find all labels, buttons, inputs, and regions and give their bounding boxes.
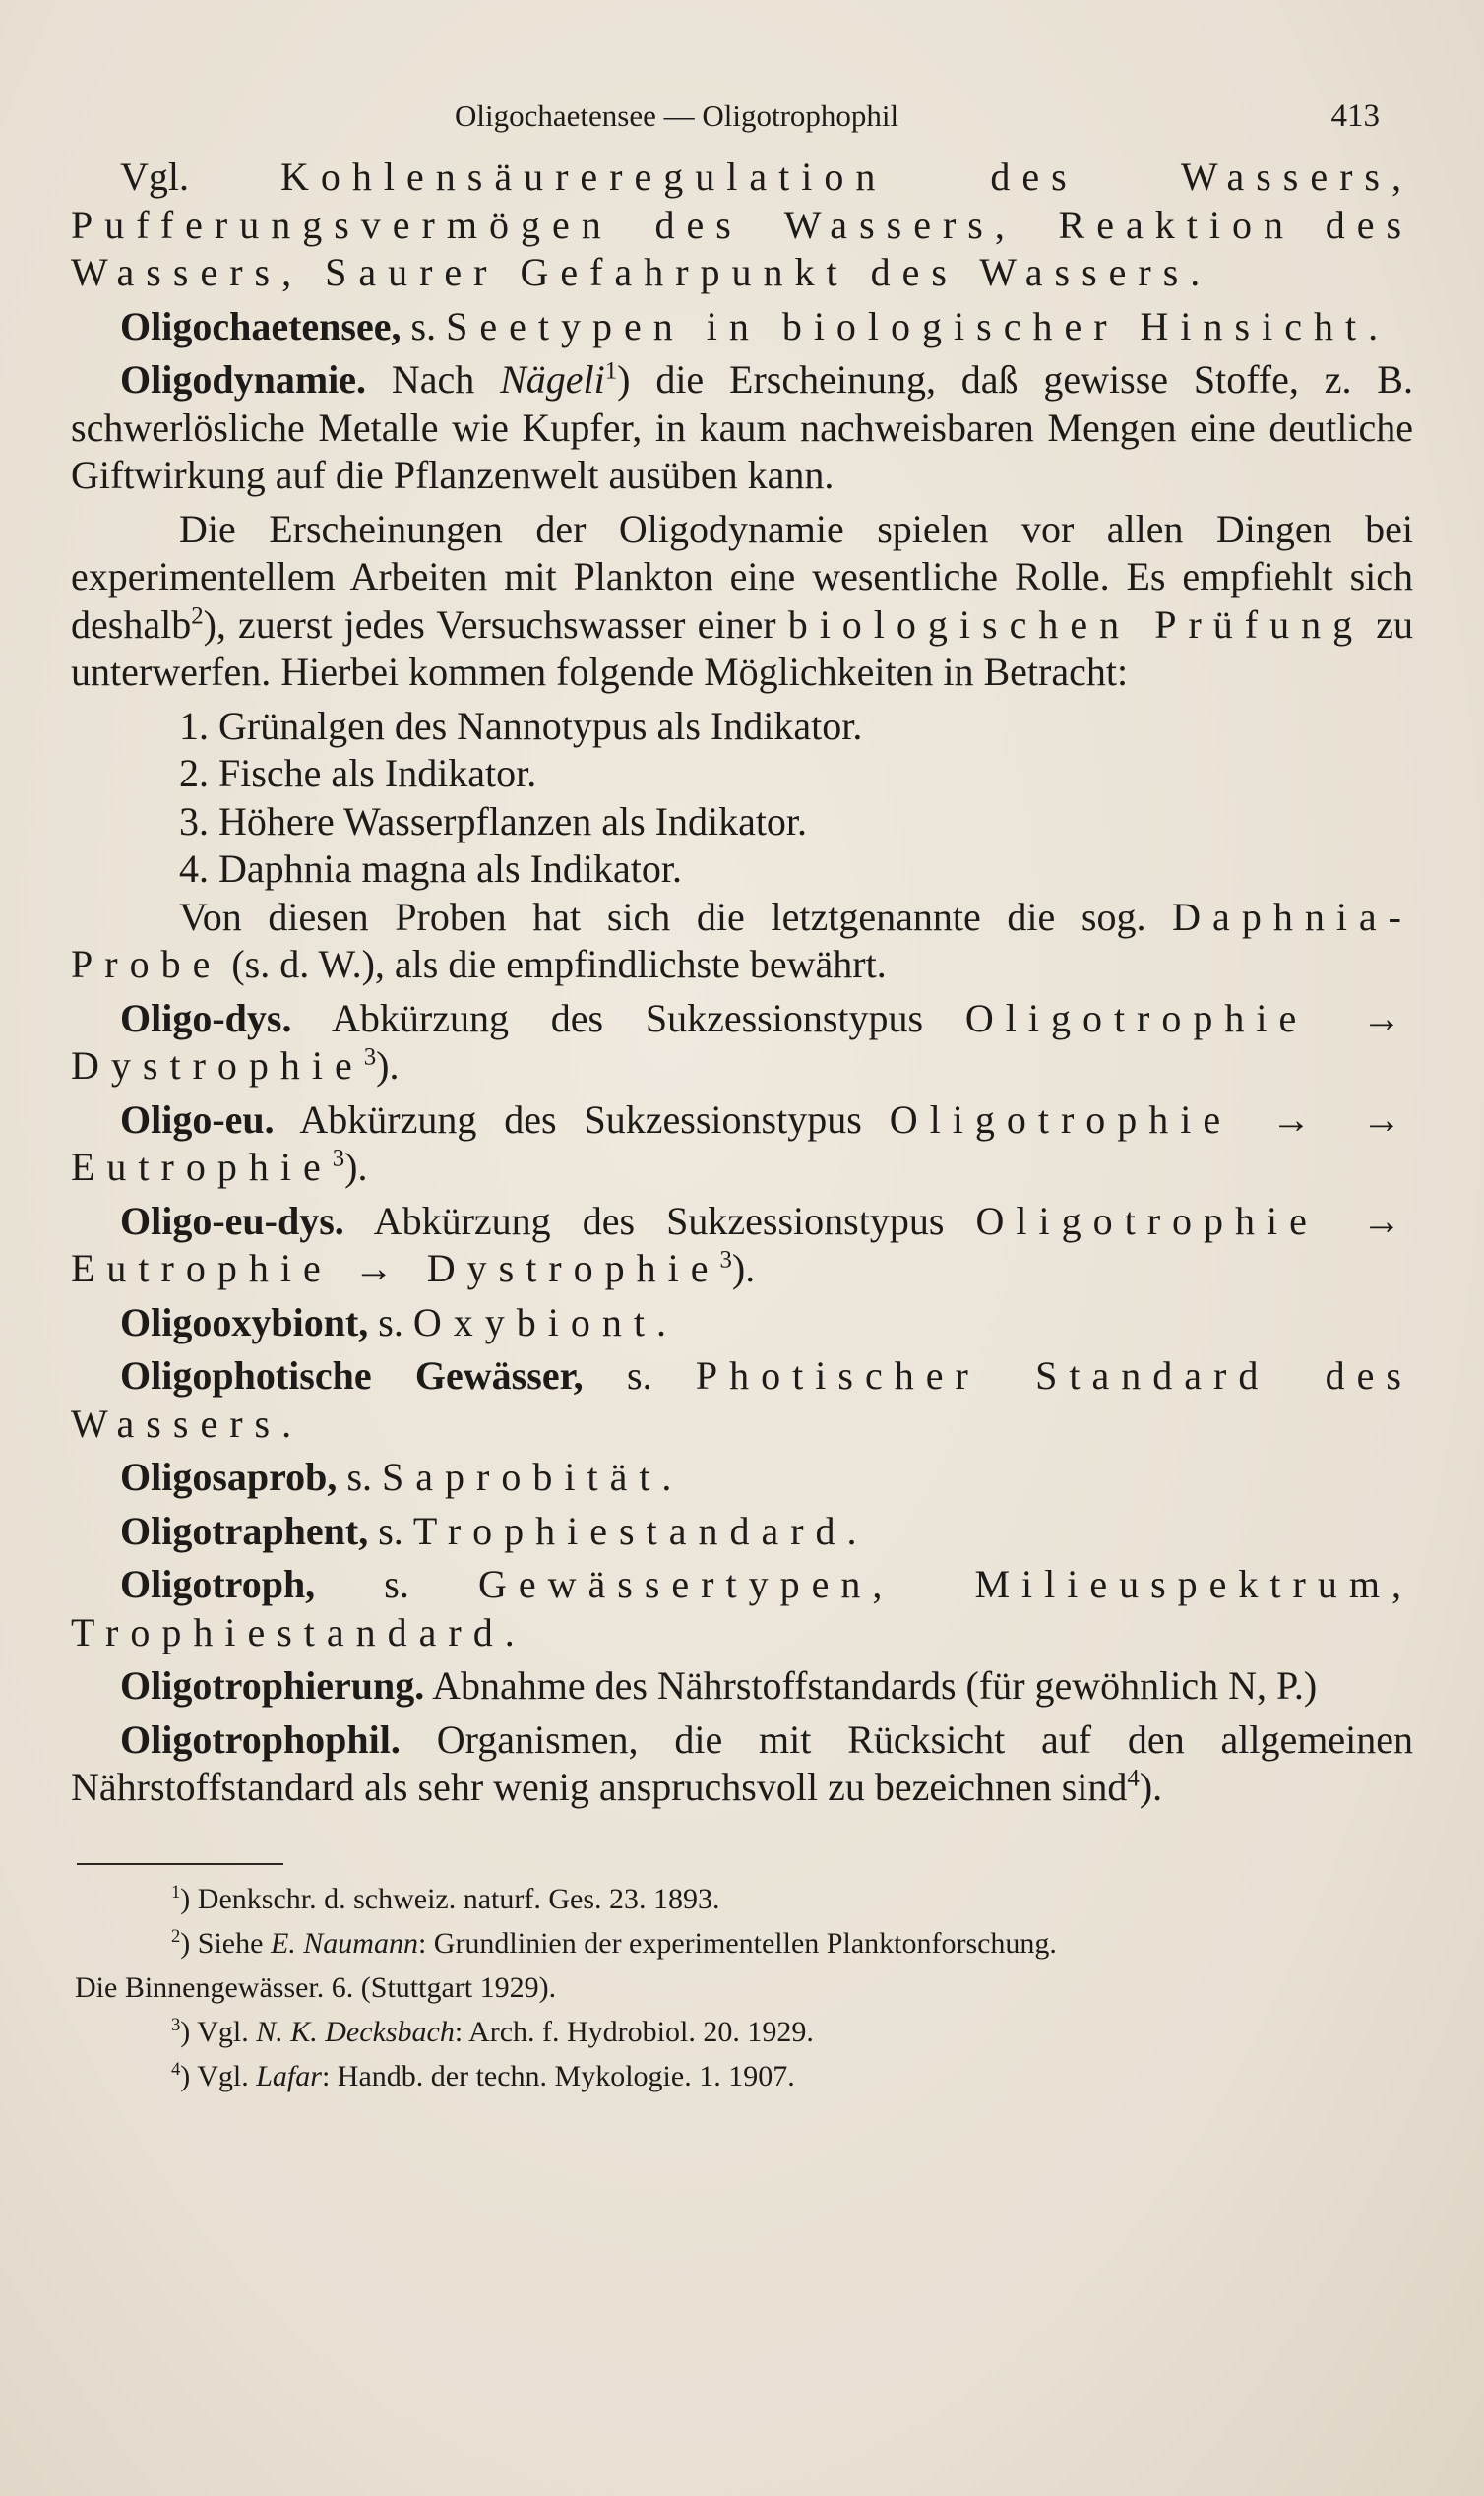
entry-oligodynamie bbox=[71, 356, 1413, 500]
footnote-marker: 4 bbox=[1127, 1765, 1140, 1792]
footnote-3 bbox=[71, 2010, 1413, 2054]
footnote-divider bbox=[77, 1863, 283, 1865]
entry-text: Abkürzung des Sukzessionstypus bbox=[291, 995, 965, 1040]
entry-text: Abkürzung des Sukzessionstypus bbox=[274, 1096, 890, 1142]
entry-oligotrophierung bbox=[71, 1662, 1413, 1711]
entry-text: s. bbox=[368, 1508, 413, 1553]
running-title: Oligochaetensee — Oligotrophophil bbox=[455, 98, 899, 133]
author-name: E. Naumann bbox=[270, 1926, 418, 1960]
entry-text: ), zuerst jedes Versuchswasser einer bbox=[203, 601, 788, 647]
entry-intro bbox=[71, 154, 1413, 297]
entry-text: s. bbox=[368, 1299, 413, 1344]
entry-text: ). bbox=[376, 1043, 400, 1088]
entry-text: Organismen, die mit Rücksicht auf den allgemeinen Nährstoffstandard als sehr wenig anspruchsvoll zu bezeichnen sind bbox=[71, 1716, 1413, 1809]
entry-text: s. bbox=[315, 1562, 478, 1606]
spaced-ref: Photischer Standard des Wassers. bbox=[71, 1353, 1413, 1446]
list-item: 4. Daphnia magna als Indikator. bbox=[179, 846, 682, 891]
headword: Oligo-dys. bbox=[120, 995, 292, 1040]
headword: Oligo-eu. bbox=[120, 1096, 275, 1142]
spaced-ref: Kohlensäureregulation des Wassers, bbox=[280, 155, 1413, 199]
spaced-ref: Oligotrophie → → Eutrophie bbox=[71, 1096, 1413, 1189]
spaced-ref: des Wassers, Saurer Gefahrpunkt des Wassers. bbox=[71, 202, 1414, 294]
entry-oligochaetensee bbox=[71, 303, 1413, 351]
entry-oligosaprob bbox=[71, 1454, 1413, 1502]
entry-text: Abkürzung des Sukzessionstypus bbox=[343, 1198, 976, 1243]
list-item: 3. Höhere Wasserpflanzen als Indikator. bbox=[179, 798, 808, 843]
spaced-ref: Oligotrophie → Eutrophie → Dystrophie bbox=[71, 1198, 1413, 1290]
footnotes bbox=[71, 1877, 1413, 2098]
footnote-number: 2 bbox=[171, 1925, 181, 1947]
footnote-text: ) Vgl. bbox=[180, 2015, 257, 2048]
headword: Oligotroph, bbox=[120, 1562, 316, 1606]
indicator-list bbox=[71, 703, 1413, 894]
spaced-ref: Oligotrophie → Dystrophie bbox=[71, 995, 1413, 1088]
entry-text: zu unterwerfen. Hierbei kommen folgende Möglichkeiten in Betracht: bbox=[71, 601, 1413, 694]
entry-text: Die Erscheinungen der Oligodynamie spielen vor allen Dingen bei experimentellem Arbeiten mit Plankton eine wesentliche Rolle. Es empfiehlt sich deshalb bbox=[71, 506, 1413, 647]
entry-text: (s. d. W.), als die empfindlichste bewährt. bbox=[221, 942, 887, 986]
spaced-ref: Pufferungsvermögen des Wassers, Reaktion bbox=[71, 202, 1295, 247]
footnote-number: 4 bbox=[171, 2058, 181, 2080]
entry-text: ). bbox=[344, 1145, 368, 1189]
running-head bbox=[71, 91, 1413, 154]
entry-oligotroph bbox=[71, 1561, 1413, 1656]
footnote-1 bbox=[71, 1877, 1413, 1921]
footnote-text: : Arch. f. Hydrobiol. 20. 1929. bbox=[454, 2015, 814, 2048]
entry-oligo-dys bbox=[71, 995, 1413, 1091]
entry-text: ) die Erscheinung, daß gewisse Stoffe, z. B. schwerlösliche Metalle wie Kupfer, in kaum nachweisbaren Mengen eine deutliche Giftwirkung auf die Pflanzenwelt ausüben kann. bbox=[71, 357, 1413, 497]
entry-oligo-eu-dys bbox=[71, 1198, 1413, 1293]
footnote-number: 3 bbox=[171, 2014, 181, 2035]
headword: Oligotrophophil. bbox=[120, 1716, 401, 1762]
spaced-ref: Oxybiont. bbox=[412, 1299, 678, 1344]
spaced-ref: Seetypen in biologischer Hinsicht. bbox=[446, 303, 1391, 348]
author-name: Nägeli bbox=[500, 357, 605, 402]
paragraph-oligodynamie-2 bbox=[71, 506, 1413, 697]
footnote-text: ) Denkschr. d. schweiz. naturf. Ges. 23. 1893. bbox=[180, 1882, 720, 1915]
footnote-4 bbox=[71, 2054, 1413, 2098]
list-item: 2. Fische als Indikator. bbox=[179, 751, 537, 795]
entry-text: ). bbox=[731, 1246, 756, 1290]
headword: Oligophotische Gewässer, bbox=[120, 1353, 584, 1398]
entry-text: s. bbox=[401, 303, 447, 348]
headword: Oligotraphent, bbox=[120, 1508, 369, 1553]
entry-oligooxybiont bbox=[71, 1299, 1413, 1347]
headword: Oligo-eu-dys. bbox=[120, 1198, 344, 1243]
author-name: Lafar bbox=[256, 2059, 322, 2092]
footnote-text: ) Siehe bbox=[180, 1926, 271, 1960]
list-item: 1. Grünalgen des Nannotypus als Indikator. bbox=[179, 703, 863, 748]
footnote-text: : Grundlinien der experimentellen Planktonforschung. bbox=[417, 1926, 1057, 1960]
headword: Oligochaetensee, bbox=[120, 303, 402, 348]
spaced-ref: Saprobität. bbox=[382, 1455, 684, 1499]
entry-text: ). bbox=[1139, 1765, 1163, 1809]
footnote-marker: 3 bbox=[332, 1145, 345, 1172]
headword: Oligotrophierung. bbox=[120, 1663, 425, 1708]
entry-oligotraphent bbox=[71, 1508, 1413, 1556]
dictionary-body bbox=[71, 154, 1413, 1812]
footnote-text: : Handb. der techn. Mykologie. 1. 1907. bbox=[321, 2059, 795, 2092]
author-name: N. K. Decksbach bbox=[256, 2015, 455, 2048]
spaced-ref: Gewässertypen, Milieuspektrum, Trophiestandard. bbox=[71, 1562, 1413, 1654]
entry-text: Abnahme des Nährstoffstandards (für gewöhnlich N, P.) bbox=[424, 1663, 1318, 1708]
footnote-text: ) Vgl. bbox=[180, 2059, 257, 2092]
entry-oligo-eu bbox=[71, 1096, 1413, 1192]
footnote-2-continued: Die Binnengewässer. 6. (Stuttgart 1929). bbox=[75, 1970, 557, 2004]
entry-oligotrophophil bbox=[71, 1716, 1413, 1812]
footnote-marker: 3 bbox=[363, 1043, 377, 1071]
headword: Oligodynamie. bbox=[120, 357, 367, 402]
entry-text: Nach bbox=[366, 357, 501, 402]
footnote-marker: 3 bbox=[719, 1246, 732, 1274]
footnote-marker: 2 bbox=[191, 602, 204, 630]
paragraph-daphnia-probe bbox=[71, 894, 1413, 989]
entry-oligophotische-gewaesser bbox=[71, 1352, 1413, 1448]
footnote-number: 1 bbox=[171, 1881, 181, 1903]
spaced-ref: Daphnia-Probe bbox=[71, 894, 1413, 986]
headword: Oligooxybiont, bbox=[120, 1299, 369, 1344]
text-vgl: Vgl. bbox=[120, 155, 280, 199]
page-number: 413 bbox=[1330, 98, 1380, 134]
footnote-marker: 1 bbox=[604, 357, 618, 385]
footnote-2 bbox=[71, 1921, 1413, 1966]
spaced-ref: biologischen Prüfung bbox=[787, 601, 1365, 647]
entry-text: s. bbox=[583, 1353, 696, 1398]
spaced-ref: Trophiestandard. bbox=[412, 1508, 869, 1553]
headword: Oligosaprob, bbox=[120, 1455, 338, 1499]
entry-text: s. bbox=[337, 1455, 383, 1499]
entry-text: Von diesen Proben hat sich die letztgenannte die sog. bbox=[179, 894, 1173, 939]
